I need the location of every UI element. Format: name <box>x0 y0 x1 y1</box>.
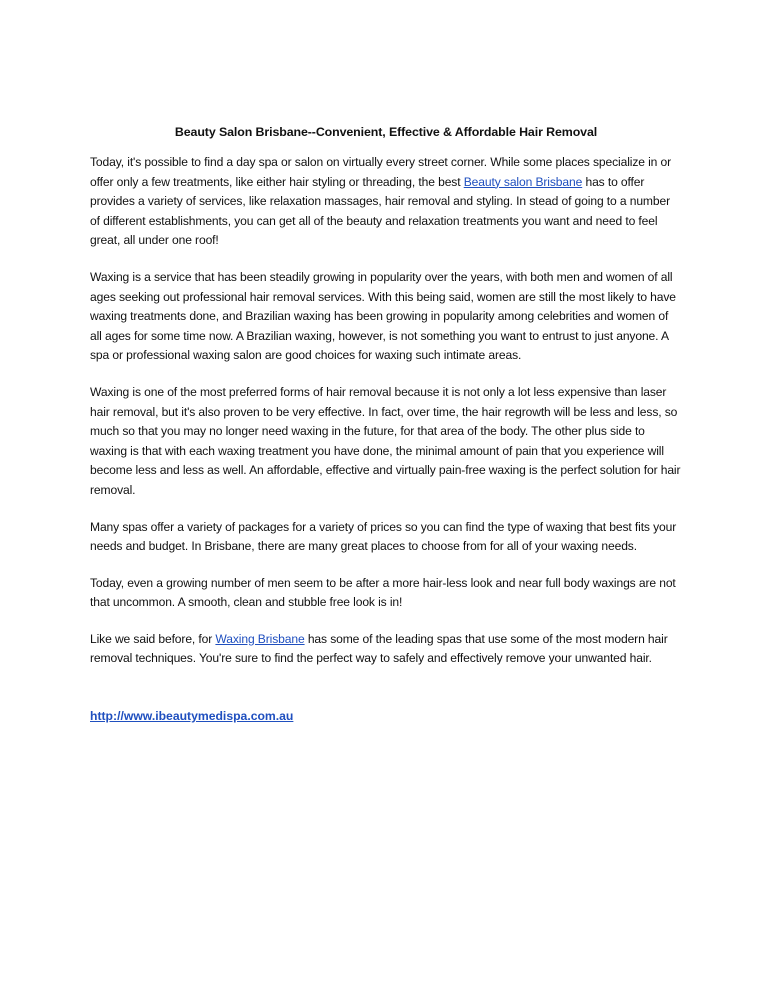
paragraph-intro-text-after: has to offer provides a variety of services, like relaxation massages, hair removal and styling. In stead of going to a number of different establishments, you can get all of the beauty and relaxation treatments you want and need to feel great, all under one roof! <box>90 174 671 248</box>
paragraph-men-waxing: Today, even a growing number of men seem to be after a more hair-less look and near full body waxings are not that uncommon. A smooth, clean and stubble free look is in! <box>90 575 676 610</box>
paragraph-intro-text-before: Today, it's possible to find a day spa or salon on virtually every street corner. While some places specialize in or offer only a few treatments, like either hair styling or threading, the best <box>90 155 672 189</box>
paragraph-waxing-popularity: Waxing is a service that has been steadily growing in popularity over the years, with both men and women of all ages seeking out professional hair removal services. With this being said, women are still the most likely to have waxing treatments done, and Brazilian waxing has been growing in popularity among celebrities and women of all ages for some time now. A Brazilian waxing, however, is not something you want to entrust to just anyone. A spa or professional waxing salon are good choices for waxing such intimate areas. <box>90 269 676 363</box>
paragraph-spa-packages: Many spas offer a variety of packages for a variety of prices so you can find the type of waxing that best fits your needs and budget. In Brisbane, there are many great places to choose from for all of your waxing needs. <box>90 519 677 554</box>
paragraph-closing-text-after: has some of the leading spas that use some of the most modern hair removal techniques. You're sure to find the perfect way to safely and effectively remove your unwanted hair. <box>90 631 668 666</box>
paragraph-intro <box>90 153 682 251</box>
paragraph-closing-text-before: Like we said before, for <box>90 631 216 646</box>
document-title: Beauty Salon Brisbane--Convenient, Effective & Affordable Hair Removal <box>174 125 598 139</box>
website-url <box>90 707 682 725</box>
document-page <box>90 0 682 725</box>
website-url-link[interactable]: http://www.ibeautymedispa.com.au <box>90 709 294 724</box>
paragraph-closing <box>90 630 682 669</box>
paragraph-waxing-benefits: Waxing is one of the most preferred forms of hair removal because it is not only a lot less expensive than laser hair removal, but it's also proven to be very effective. In fact, over time, the hair regrowth will be less and less, so much so that you may no longer need waxing in the future, for that area of the body. The other plus side to waxing is that with each waxing treatment you have done, the minimal amount of pain that you experience will become less and less as well. An affordable, effective and virtually pain-free waxing is the perfect solution for hair removal. <box>90 384 681 497</box>
waxing-brisbane-link[interactable]: Waxing Brisbane <box>215 631 305 646</box>
beauty-salon-brisbane-link[interactable]: Beauty salon Brisbane <box>463 174 583 189</box>
